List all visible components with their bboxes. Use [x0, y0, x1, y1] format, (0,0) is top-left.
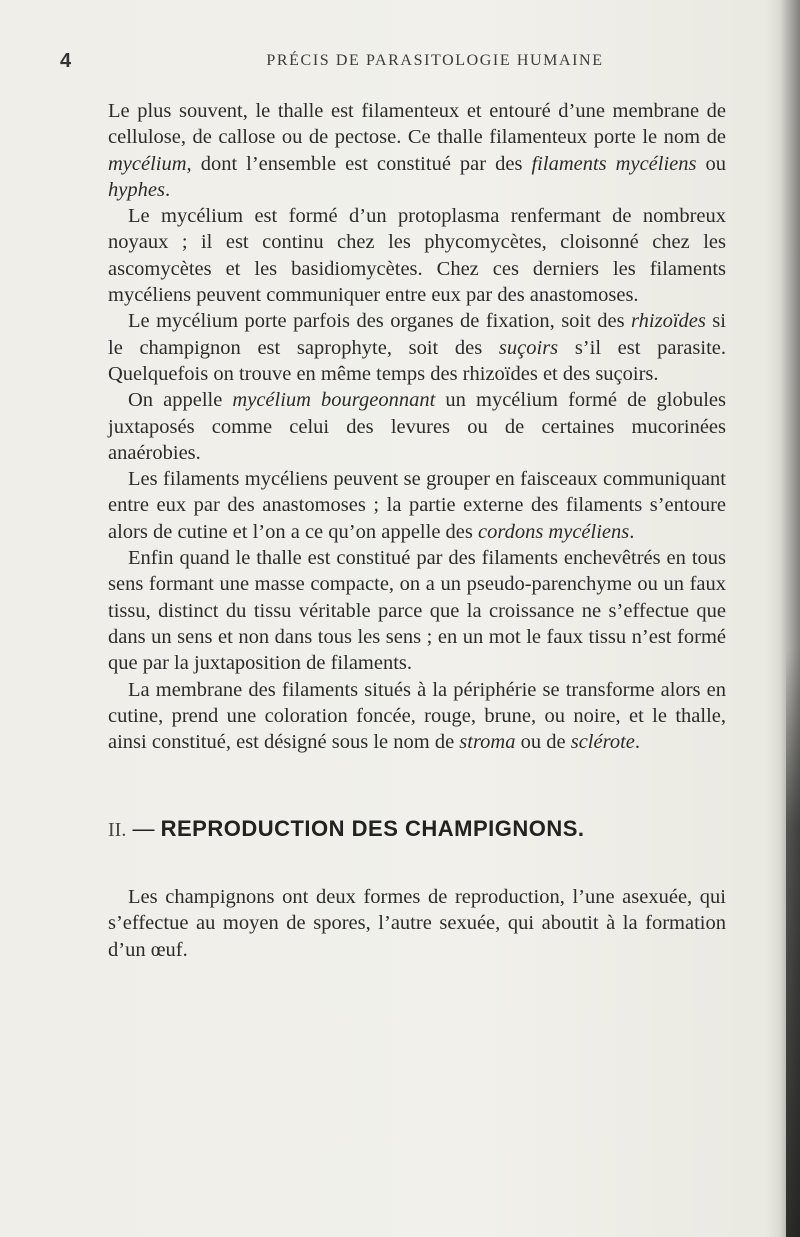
text-run: Enfin quand le thalle est constitué par des filaments enchevêtrés en tous sens formant une masse compacte, on a un pseudo-parenchyme ou un faux tissu, distinct du tissu véritable parce que la croissance ne s’effectue que dans un sens et non dans tous les sens ; en un mot le faux tissu n’est formé que par la juxtaposition de filaments.	[108, 547, 726, 675]
paragraph	[108, 677, 726, 756]
paragraph	[108, 884, 726, 963]
text-run: .	[164, 178, 171, 201]
paragraph	[108, 387, 726, 466]
text-run: si le champignon est saprophyte, soit des	[108, 310, 726, 359]
page-edge-shadow	[786, 650, 800, 1237]
italic-term: hyphes	[108, 178, 165, 201]
italic-term: sclérote	[570, 731, 635, 754]
section-heading	[108, 816, 748, 842]
paragraph	[108, 98, 726, 203]
text-run: un mycélium formé de globules juxtaposés comme celui des levures ou de certaines mucorinées anaérobies.	[108, 389, 727, 464]
text-run: Les champignons ont deux formes de reproduction, l’une asexuée, qui s’effectue au moyen de spores, l’autre sexuée, qui aboutit à la formation d’un œuf.	[108, 886, 726, 961]
running-title: PRÉCIS DE PARASITOLOGIE HUMAINE	[266, 52, 604, 69]
text-run: On appelle	[128, 389, 233, 412]
italic-term: suçoirs	[498, 336, 559, 359]
text-run: .	[634, 731, 640, 754]
section-numeral: II.	[108, 819, 127, 841]
italic-term: mycélium bourgeonnant	[232, 389, 436, 412]
text-run: .	[629, 520, 635, 543]
paragraph	[108, 203, 726, 308]
text-run: ou	[696, 152, 727, 175]
page-header	[0, 50, 800, 80]
italic-term: cordons mycéliens	[478, 520, 630, 543]
paragraph	[108, 545, 726, 676]
italic-term: mycélium	[108, 152, 187, 175]
text-run: La membrane des filaments situés à la périphérie se transforme alors en cutine, prend une coloration foncée, rouge, brune, ou noire, et le thalle, ainsi constitué, est désigné sous le nom de	[108, 678, 726, 754]
paragraph	[108, 466, 726, 545]
section-dash: —	[132, 816, 155, 841]
page-number: 4	[60, 50, 72, 72]
text-run: , dont l’ensemble est constitué par des	[186, 152, 532, 175]
text-run: Les filaments mycéliens peuvent se grouper en faisceaux communiquant entre eux par des anastomoses ; la partie externe des filaments s’entoure alors de cutine et l’on a ce qu’on appelle des	[108, 468, 726, 543]
text-run: s’il est parasite. Quelquefois on trouve en même temps des rhizoïdes et des suçoirs.	[108, 336, 726, 385]
body-text	[108, 98, 726, 755]
italic-term: rhizoïdes	[631, 310, 706, 333]
text-run: Le mycélium est formé d’un protoplasma renfermant de nombreux noyaux ; il est continu chez les phycomycètes, cloisonné chez les ascomycètes et les basidiomycètes. Chez ces derniers les filaments mycéliens peuvent communiquer entre eux par des anastomoses.	[108, 205, 726, 307]
italic-term: stroma	[459, 731, 516, 754]
section-body-text	[108, 884, 726, 963]
section-title: REPRODUCTION DES CHAMPIGNONS.	[160, 816, 585, 841]
text-run: Le plus souvent, le thalle est filamenteux et entouré d’une membrane de cellulose, de callose ou de pectose. Ce thalle filamenteux porte le nom de	[108, 100, 726, 149]
text-run: ou de	[515, 731, 571, 754]
text-run: Le mycélium porte parfois des organes de fixation, soit des	[128, 310, 632, 333]
paragraph	[108, 308, 726, 387]
italic-term: filaments mycéliens	[531, 152, 697, 175]
